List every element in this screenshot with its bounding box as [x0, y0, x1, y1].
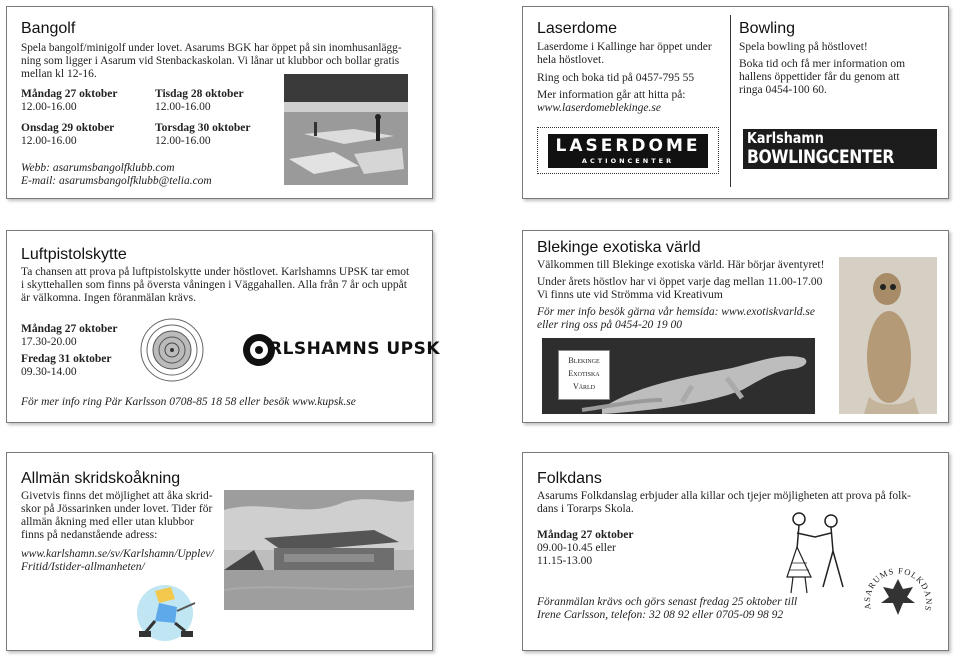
upsk-logo-text: RLSHAMNS UPSK: [269, 339, 441, 359]
meerkat-photo: [839, 257, 937, 414]
exotiska-logo-3: Värld: [572, 382, 596, 391]
laserdome-title: Laserdome: [537, 20, 618, 37]
exotiska-line-1: Välkommen till Blekinge exotiska värld. Här börjar äventyret!: [537, 259, 825, 271]
skridsko-title: Allmän skridskoåkning: [21, 470, 181, 487]
bowling-line-3: hallens öppettider får du genom att: [739, 71, 900, 83]
bangolf-day-4: Torsdag 30 oktober: [155, 122, 251, 134]
folkdanslag-seal: [859, 551, 937, 625]
bangolf-day-2: Tisdag 28 oktober: [155, 88, 244, 100]
laserdome-line-3: Ring och boka tid på 0457-795 55: [537, 72, 695, 84]
exotiska-card: [522, 230, 949, 423]
bangolf-day-3: Onsdag 29 oktober: [21, 122, 115, 134]
bowling-line-4: ringa 0454-100 60.: [739, 84, 827, 96]
bowling-logo-main: BOWLINGCENTER: [747, 146, 894, 168]
luftpistol-day-2: Fredag 31 oktober: [21, 353, 112, 365]
folkdans-time-1: 09.00-10.45 eller: [537, 542, 616, 554]
bangolf-intro-3: mellan kl 12-16.: [21, 68, 97, 80]
bowling-title: Bowling: [739, 20, 796, 37]
laserdome-logo-text: LASERDOME: [555, 136, 701, 156]
exotiska-line-5: eller ring oss på 0454-20 19 00: [537, 319, 683, 331]
minigolf-hall-photo: [284, 74, 408, 185]
luftpistol-line-2: i skyttehallen som finns på översta våningen i Väggahallen. Alla från 7 år och uppåt: [21, 279, 407, 291]
laserdome-logo-subtext: ACTIONCENTER: [581, 157, 675, 165]
skridsko-line-1: Givetvis finns det möjlighet att åka skrid-: [21, 490, 213, 502]
skridsko-line-3: allmän åkning med eller utan klubbor: [21, 516, 194, 528]
laserdome-line-4: Mer information går att hitta på:: [537, 89, 686, 101]
skridsko-line-2: skor på Jössarinken under lovet. Tider för: [21, 503, 213, 515]
folkdans-line-1: Asarums Folkdanslag erbjuder alla killar och tjejer möjligheten att prova på folk-: [537, 490, 911, 502]
laserdome-line-1: Laserdome i Kallinge har öppet under: [537, 41, 712, 53]
laserdome-logo: [537, 127, 719, 174]
laserdome-bowling-card: [522, 6, 949, 199]
folkdans-foot-2: Irene Carlsson, telefon: 32 08 92 eller 0705-09 98 92: [537, 609, 784, 621]
bowlingcenter-logo: [743, 129, 937, 169]
exotiska-logo-1: Blekinge: [568, 356, 600, 365]
bangolf-intro-1: Spela bangolf/minigolf under lovet. Asarums BGK har öppet på sin inomhusanlägg-: [21, 42, 402, 54]
skridsko-url-2: Fritid/Istider-allmanheten/: [21, 561, 145, 573]
exotiska-line-4: För mer info besök gärna vår hemsida: www.exotiskvarld.se: [537, 306, 815, 318]
exotiska-logo-2: Exotiska: [568, 369, 600, 378]
column-divider: [730, 15, 731, 187]
seal-text: ASARUMS FOLKDANS: [861, 565, 935, 613]
shooting-target-icon: [135, 317, 209, 383]
bangolf-email: E-mail: asarumsbangolfklubb@telia.com: [21, 175, 212, 187]
bowling-line-1: Spela bowling på höstlovet!: [739, 41, 868, 53]
exotiska-title: Blekinge exotiska värld: [537, 239, 701, 256]
skridsko-card: [6, 452, 433, 651]
luftpistol-card: [6, 230, 441, 423]
laserdome-line-2: hela höstlovet.: [537, 54, 605, 66]
luftpistol-line-1: Ta chansen att prova på luftpistolskytte under höstlovet. Karlshamns UPSK tar emot: [21, 266, 410, 278]
bangolf-title: Bangolf: [21, 20, 76, 37]
folkdans-day: Måndag 27 oktober: [537, 529, 634, 541]
luftpistol-line-3: är välkomna. Ingen föranmälan krävs.: [21, 292, 196, 304]
bangolf-web: Webb: asarumsbangolfklubb.com: [21, 162, 175, 174]
bangolf-card: [6, 6, 433, 199]
bangolf-time-2: 12.00-16.00: [155, 101, 211, 113]
skridsko-line-4: finns på nedanstående adress:: [21, 529, 158, 541]
exotiska-line-2: Under årets höstlov har vi öppet varje dag mellan 11.00-17.00: [537, 276, 823, 288]
folk-dancers-illustration: [773, 507, 857, 597]
bangolf-day-1: Måndag 27 oktober: [21, 88, 118, 100]
lizard-photo: [542, 338, 815, 414]
ice-skater-illustration: [125, 573, 205, 643]
bangolf-intro-2: ning som ligger i Asarum vid Stenbackaskolan. Vi lånar ut klubbor och bollar gratis: [21, 55, 400, 67]
folkdans-card: [522, 452, 949, 651]
laserdome-url: www.laserdomeblekinge.se: [537, 102, 661, 114]
folkdans-time-2: 11.15-13.00: [537, 555, 593, 567]
luftpistol-day-1: Måndag 27 oktober: [21, 323, 118, 335]
luftpistol-footer: För mer info ring Pär Karlsson 0708-85 18 58 eller besök www.kupsk.se: [21, 396, 356, 408]
luftpistol-title: Luftpistolskytte: [21, 246, 127, 263]
bangolf-time-1: 12.00-16.00: [21, 101, 77, 113]
bowling-logo-top: Karlshamn: [747, 129, 824, 147]
exotiska-logo-box: [558, 350, 610, 400]
ice-rink-building-photo: [224, 490, 414, 610]
folkdans-foot-1: Föranmälan krävs och görs senast fredag 25 oktober till: [537, 596, 798, 608]
bangolf-time-4: 12.00-16.00: [155, 135, 211, 147]
skridsko-url-1: www.karlshamn.se/sv/Karlshamn/Upplev/: [21, 548, 214, 560]
folkdans-title: Folkdans: [537, 470, 602, 487]
bangolf-time-3: 12.00-16.00: [21, 135, 77, 147]
exotiska-line-3: Vi finns ute vid Strömma vid Kreativum: [537, 289, 723, 301]
bowling-line-2: Boka tid och få mer information om: [739, 58, 906, 70]
karlshamns-upsk-logo: [241, 331, 441, 369]
folkdans-line-2: dans i Torarps Skola.: [537, 503, 634, 515]
luftpistol-time-2: 09.30-14.00: [21, 366, 77, 378]
luftpistol-time-1: 17.30-20.00: [21, 336, 77, 348]
